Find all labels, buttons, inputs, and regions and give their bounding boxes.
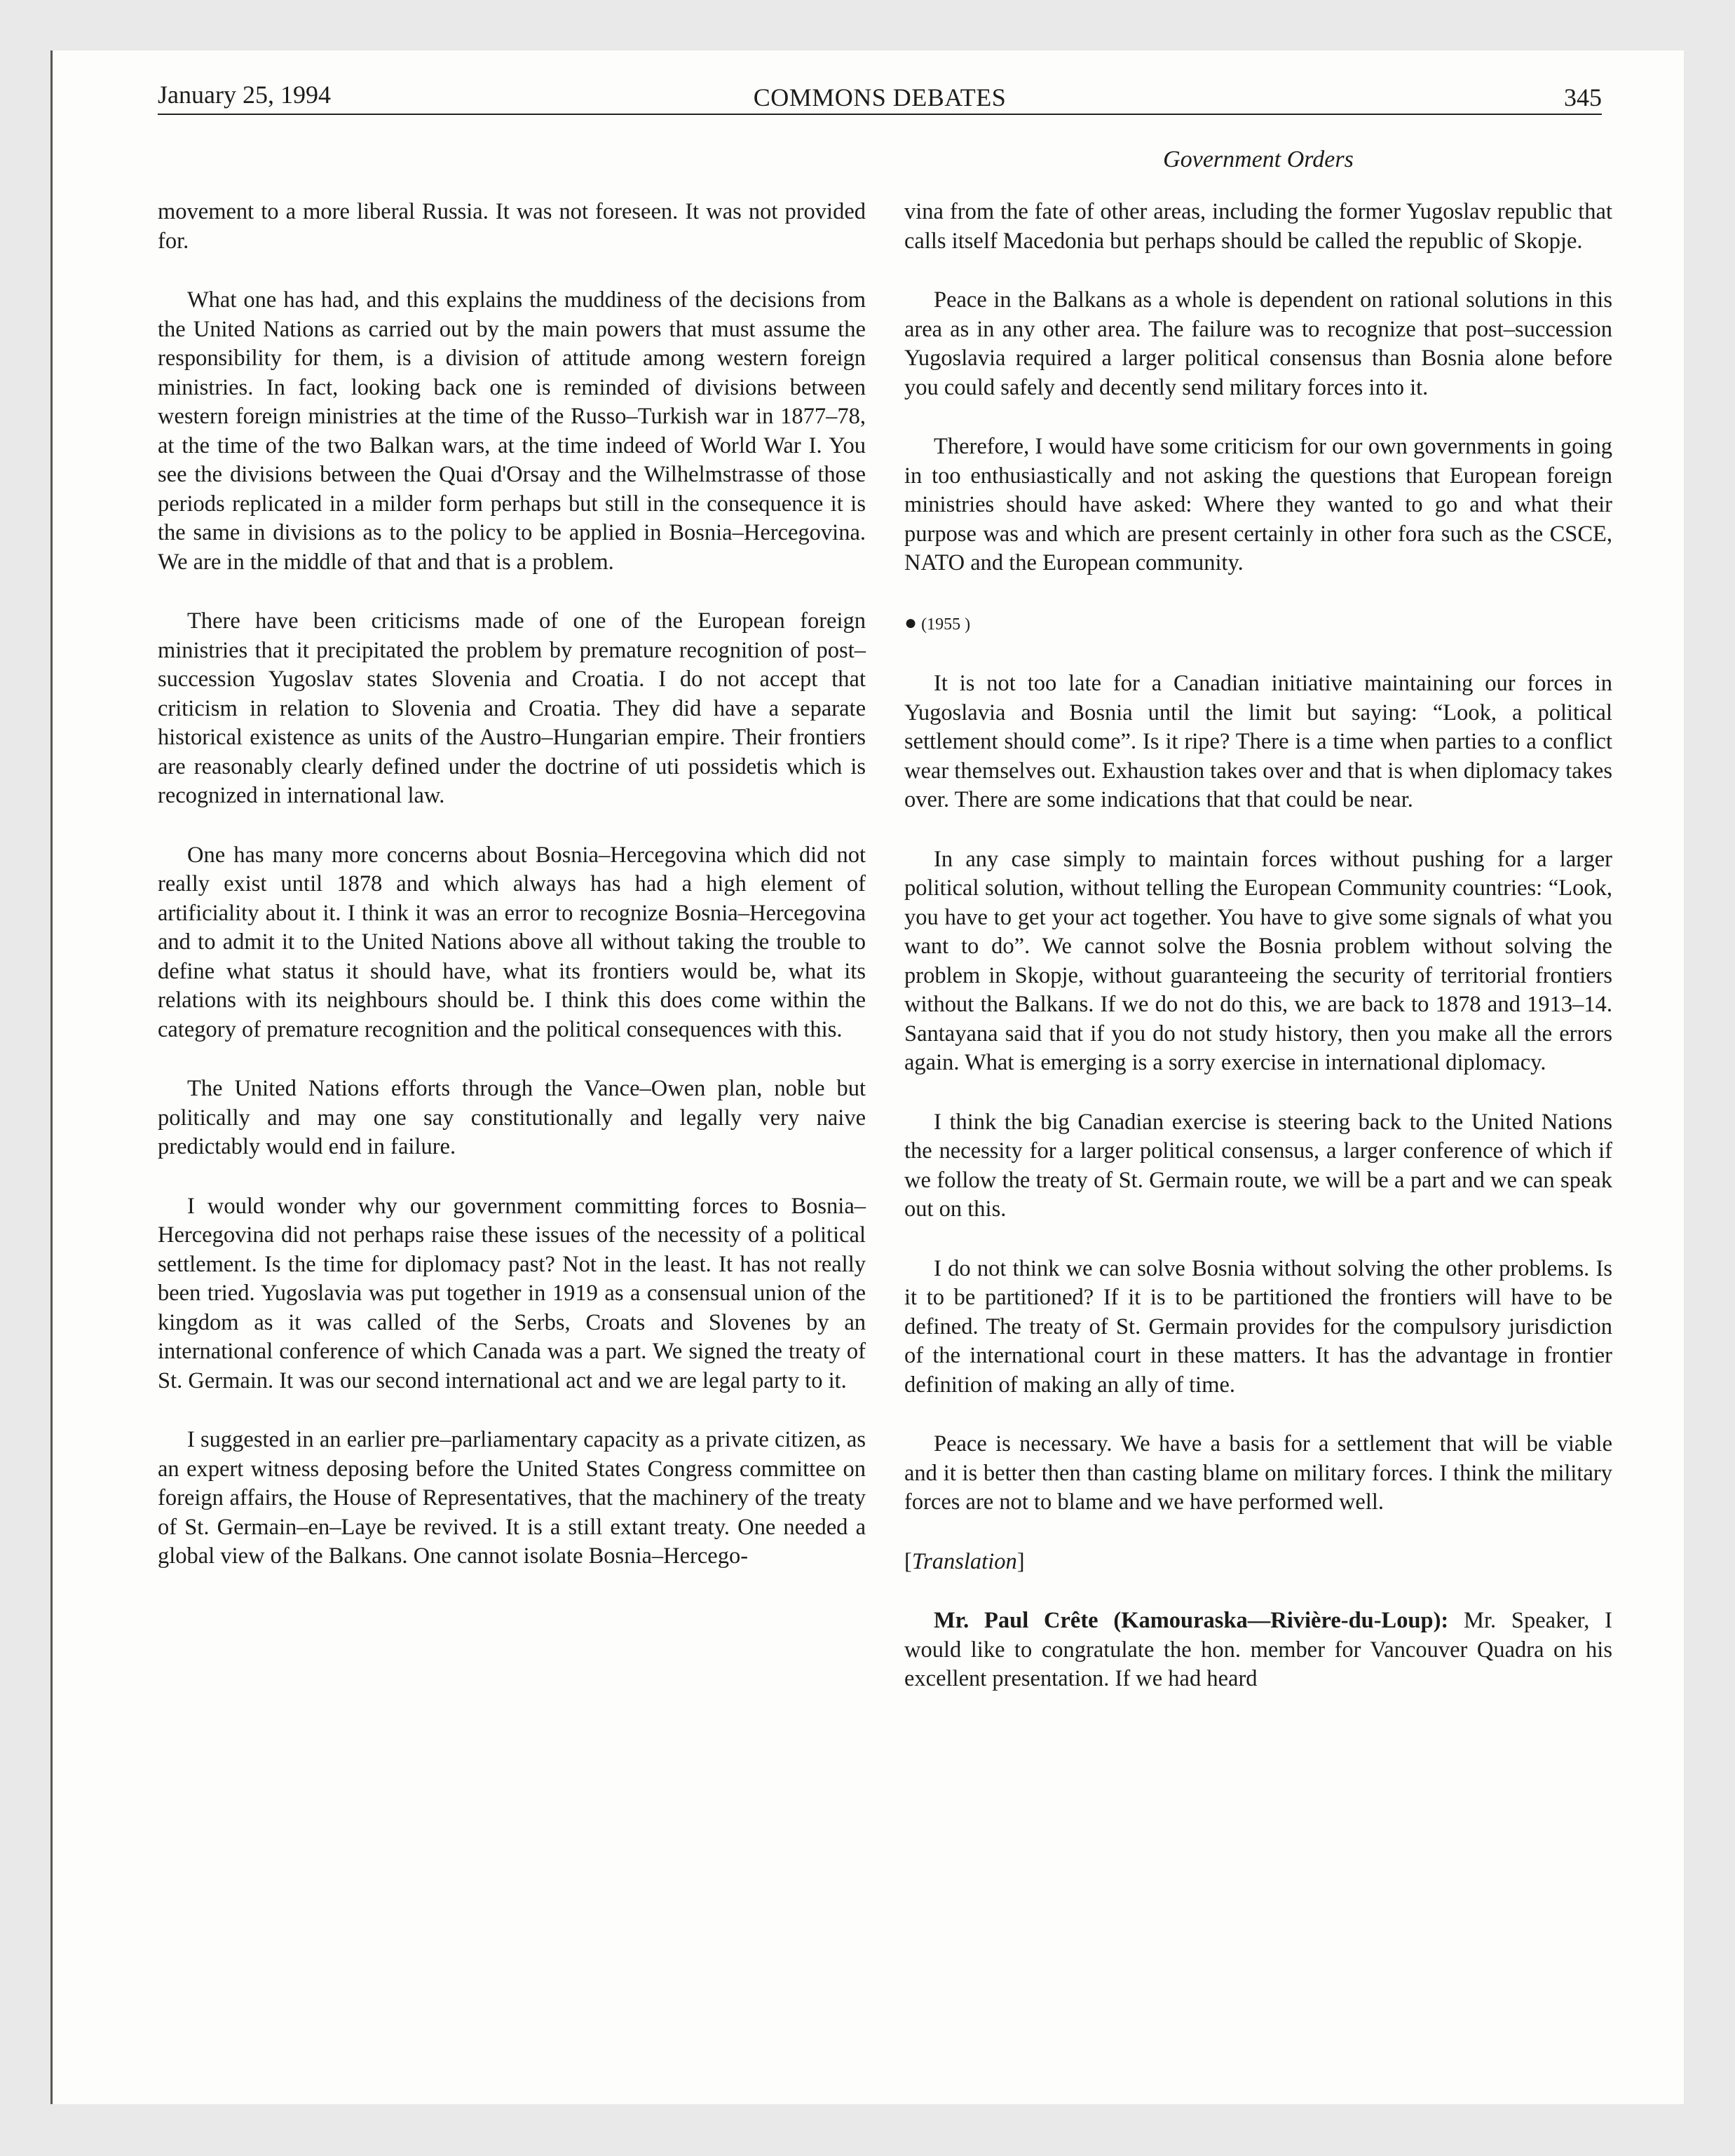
- section-title: Government Orders: [1163, 146, 1354, 172]
- paragraph: Peace in the Balkans as a whole is dependent on rational solutions in this area as in any other area. The failure was to recognize that post–succession Yugoslavia required a larger political consensus than Bosnia alone before you could safely and decently send military forces into it.: [904, 287, 1612, 400]
- paragraph: I think the big Canadian exercise is steering back to the United Nations the necessity for a larger political consensus, a larger conference of which if we follow the treaty of St. Germain route, we will be a part and we can speak out on this.: [904, 1109, 1612, 1222]
- paragraph: There have been criticisms made of one of the European foreign ministries that it precipitated the problem by premature recognition of post–succession Yugoslav states Slovenia and Croatia. I do not accept that criticism in relation to Slovenia and Croatia. They did have a separate historical existence as units of the Austro–Hungarian empire. Their frontiers are reasonably clearly defined under the doctrine of uti possidetis which is recognized in international law.: [158, 608, 866, 808]
- paragraph: The United Nations efforts through the Vance–Owen plan, noble but politically and may one say constitutionally and legally very naive predictably would end in failure.: [158, 1076, 866, 1159]
- speaker-name: Mr. Paul Crête (Kamouraska—Rivière-du-Loup):: [934, 1608, 1449, 1633]
- paragraph: What one has had, and this explains the muddiness of the decisions from the United Nations as carried out by the main powers that must assume the responsibility for them, is a division of attitude among western foreign ministries. In fact, looking back one is reminded of divisions between western foreign ministries at the time of the Russo–Turkish war in 1877–78, at the time of the two Balkan wars, at the time indeed of World War I. You see the divisions between the Quai d'Orsay and the Wilhelmstrasse of those periods replicated in a milder form perhaps but still in the consequence it is the same in divisions as to the policy to be applied in Bosnia–Hercegovina. We are in the middle of that and that is a problem.: [158, 287, 866, 575]
- document-page: [50, 50, 1684, 2104]
- paragraph: I suggested in an earlier pre–parliamentary capacity as a private citizen, as an expert witness deposing before the United States Congress committee on foreign affairs, the House of Representatives, that the machinery of the treaty of St. Germain–en–Laye be revived. It is a still extant treaty. One needed a global view of the Balkans. One cannot isolate Bosnia–Hercego-: [158, 1427, 866, 1569]
- paragraph: In any case simply to maintain forces without pushing for a larger political solution, without telling the European Community countries: “Look, you have to get your act together. You have to give some signals of what you want to do”. We cannot solve the Bosnia problem without solving the problem in Skopje, without guaranteeing the security of territorial frontiers without the Balkans. If we do not do this, we are back to 1878 and 1913–14. Santayana said that if you do not study history, then you make all the errors again. What is emerging is a sorry exercise in international diplomacy.: [904, 846, 1612, 1075]
- paragraph: One has many more concerns about Bosnia–Hercegovina which did not really exist until 1878 and which always has had a high element of artificiality about it. I think it was an error to recognize Bosnia–Hercegovina and to admit it to the United Nations above all without taking the trouble to define what status it should have, what its frontiers would be, what its relations with its neighbours should be. I think this does come within the category of premature recognition and the political consequences with this.: [158, 842, 866, 1042]
- page-number: 345: [1564, 83, 1602, 111]
- right-column: [904, 198, 1612, 1724]
- translation-label: Translation: [911, 1548, 1017, 1574]
- paragraph: I would wonder why our government committing forces to Bosnia–Hercegovina did not perhaps raise these issues of the necessity of a political settlement. Is the time for diplomacy past? Not in the least. It has not really been tried. Yugoslavia was put together in 1919 as a consensual union of the kingdom as it was called of the Serbs, Croats and Slovenes by an international conference of which Canada was a part. We signed the treaty of St. Germain. It was our second international act and we are legal party to it.: [158, 1193, 866, 1393]
- time-marker-text: (1955 ): [921, 615, 971, 634]
- paragraph: Therefore, I would have some criticism for our own governments in going in too enthusiastically and not asking the questions that European foreign ministries should have asked: Where they wanted to go and what their purpose was and which are present certainly in other fora such as the CSCE, NATO and the European community.: [904, 434, 1612, 575]
- header-date: January 25, 1994: [158, 81, 331, 109]
- speaker-paragraph: [904, 1606, 1612, 1694]
- paragraph: I do not think we can solve Bosnia without solving the other problems. Is it to be partitioned? If it is to be partitioned the frontiers will have to be defined. The treaty of St. Germain provides for the compulsory jurisdiction of the international court in these matters. It has the advantage in frontier definition of making an ally of time.: [904, 1255, 1612, 1398]
- paragraph: It is not too late for a Canadian initiative maintaining our forces in Yugoslavia and Bosnia until the limit but saying: “Look, a political settlement should come”. Is it ripe? There is a time when parties to a conflict wear themselves out. Exhaustion takes over and that is when diplomacy takes over. There are some indications that that could be near.: [904, 671, 1612, 812]
- bullet-icon: ●: [904, 610, 918, 634]
- header-title: COMMONS DEBATES: [753, 83, 1007, 111]
- left-column: [158, 198, 866, 1602]
- paragraph: vina from the fate of other areas, including the former Yugoslav republic that calls itself Macedonia but perhaps should be called the republic of Skopje.: [904, 199, 1612, 254]
- speaker-text: Mr. Speaker, I would like to congratulate the hon. member for Vancouver Quadra on his excellent presentation. If we had heard: [904, 1608, 1613, 1691]
- paragraph: movement to a more liberal Russia. It was not foreseen. It was not provided for.: [158, 199, 866, 254]
- translation-tag: [Translation]: [904, 1548, 1025, 1574]
- paragraph: Peace is necessary. We have a basis for a settlement that will be viable and it is better then than casting blame on military forces. I think the military forces are not to blame and we have performed well.: [904, 1431, 1612, 1515]
- time-marker: [904, 608, 1612, 640]
- header-rule: [158, 114, 1602, 115]
